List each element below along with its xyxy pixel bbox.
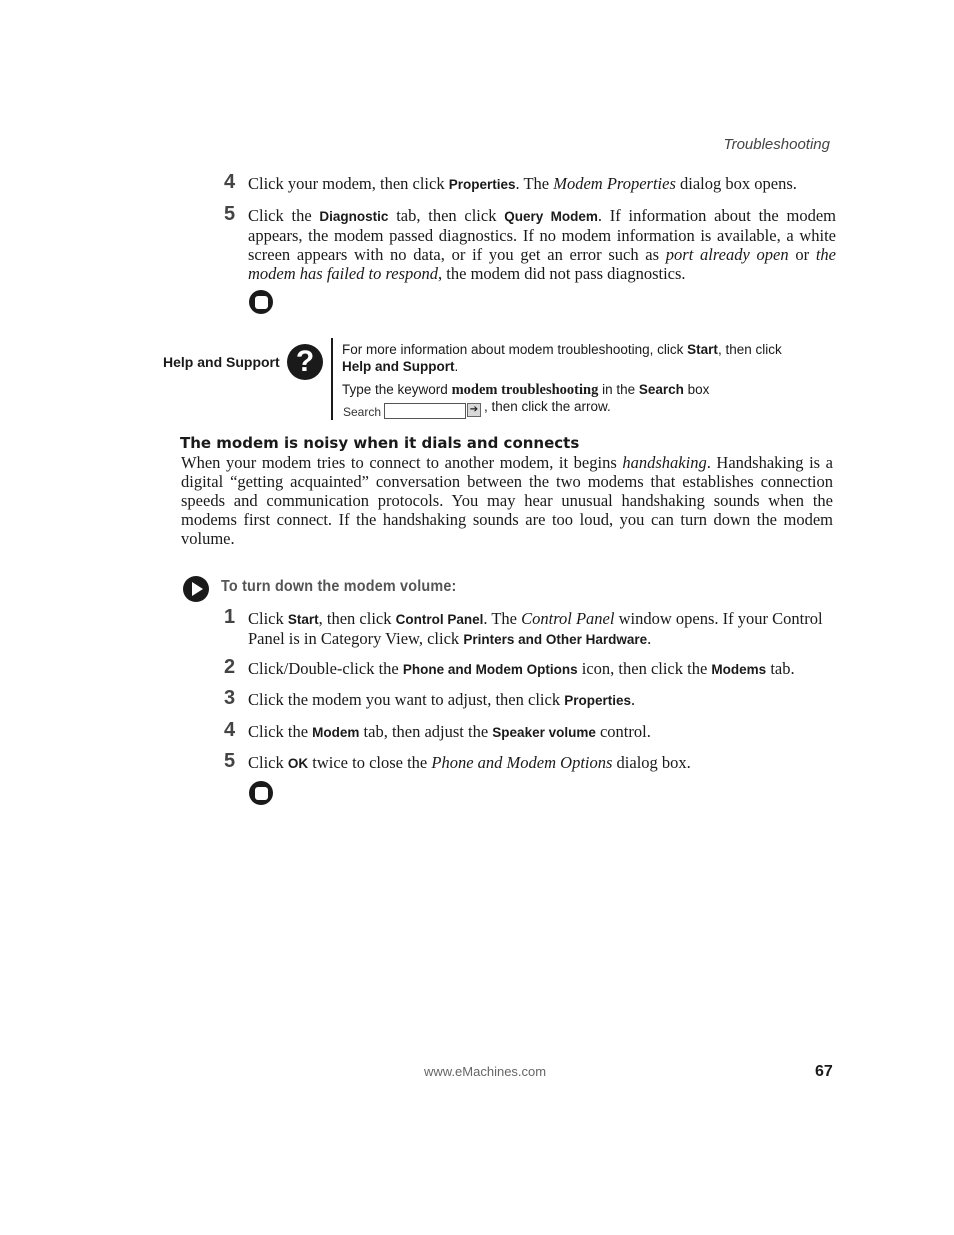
step-text: Click the Diagnostic tab, then click Query Modem. If information about the modem appears, the modem passed diagnostics. If no modem information is available, a white screen appears with no data, or if you get an error such as port already open or the modem has failed to respond, the modem did not pass diagnostics. <box>248 206 836 283</box>
step-number: 5 <box>224 750 236 772</box>
step-text: Click your modem, then click Properties. The Modem Properties dialog box opens. <box>248 174 797 193</box>
step-number: 5 <box>224 203 236 225</box>
footer-url: www.eMachines.com <box>424 1064 547 1079</box>
help-text-line3: , then click the arrow. <box>484 399 611 414</box>
step-number: 2 <box>224 656 236 678</box>
step-number: 4 <box>224 719 236 741</box>
step-text: Click Start, then click Control Panel. The Control Panel window opens. If your Control Panel is in Category View, click Printers and Other Hardware. <box>248 609 823 648</box>
section-title: The modem is noisy when it dials and connects <box>180 434 580 452</box>
divider <box>331 338 333 420</box>
step-text: Click/Double-click the Phone and Modem Options icon, then click the Modems tab. <box>248 659 795 678</box>
procedure-title: To turn down the modem volume: <box>221 578 457 595</box>
help-text-line2: Type the keyword modem troubleshooting in the Search box <box>342 382 710 398</box>
step-number: 1 <box>224 606 236 628</box>
search-input[interactable] <box>384 403 466 419</box>
page-number: 67 <box>815 1063 833 1080</box>
procedure-arrow-icon <box>183 576 209 602</box>
step-number: 3 <box>224 687 236 709</box>
end-of-procedure-icon <box>249 290 273 314</box>
step-number: 4 <box>224 171 236 193</box>
step-text: Click OK twice to close the Phone and Modem Options dialog box. <box>248 753 691 772</box>
help-and-support-label: Help and Support <box>163 354 280 370</box>
arrow-right-icon[interactable]: ➔ <box>467 403 481 417</box>
section-paragraph: When your modem tries to connect to another modem, it begins handshaking. Handshaking is a digital “getting acquainted” conversation between the two modems that establishes connection speeds and communication protocols. You may hear unusual handshaking sounds when the modems first connect. If the handshaking sounds are too loud, you can turn down the modem volume. <box>181 453 833 548</box>
help-text-line1: For more information about modem troubleshooting, click Start, then click Help and Support. <box>342 342 782 374</box>
search-label: Search <box>343 405 382 419</box>
step-text: Click the modem you want to adjust, then click Properties. <box>248 690 636 709</box>
step-text: Click the Modem tab, then adjust the Speaker volume control. <box>248 722 651 741</box>
running-header: Troubleshooting <box>723 136 830 153</box>
end-of-procedure-icon <box>249 781 273 805</box>
question-mark-icon: ? <box>287 344 323 380</box>
